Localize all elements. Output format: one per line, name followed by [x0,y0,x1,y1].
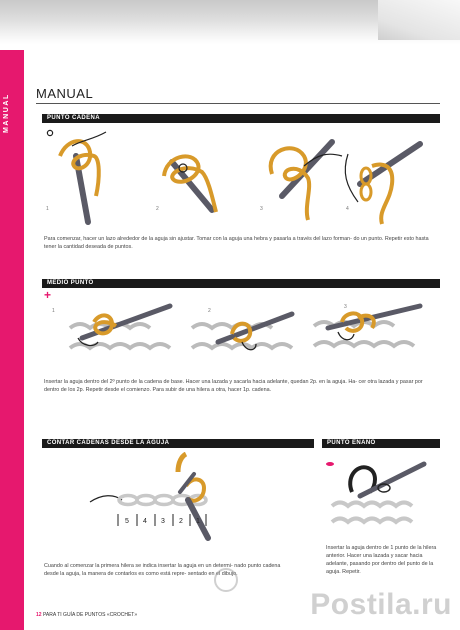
page-footer [36,612,137,618]
side-tab-label: MANUAL [3,93,10,133]
step-2-drawing [192,314,292,350]
step-number: 1 [46,206,49,212]
punto-cadena-description: Para comenzar, hacer un lazo alrededor de la aguja sin ajustar. Tomar con la aguja una hebra y pasarla a través del lazo forman- do un punto. Repetir esto hasta tener la cantidad deseada de puntos. [44,236,429,250]
step-number: 2 [156,206,159,212]
medio-punto-description: Insertar la aguja dentro del 2º punto de la cadena de base. Hacer una lazada y sacarla hacia adelante, quedan 2p. en la aguja. Ha- cer otra lazada y pasar por dentro de los 2p. Repetir desde el comienzo. Para subir de una hilera a otra, hacer 1p. cadena. [44,379,423,393]
page-title: MANUAL [36,86,94,101]
footer-text: PARA TI GUÍA DE PUNTOS «CROCHET» [42,612,138,618]
page-number: 12 [36,612,42,618]
chain-symbol-icon [47,130,52,135]
step-number: 2 [208,308,211,314]
medio-punto-illustration [42,298,440,370]
chain-count-label: 4 [143,518,147,525]
section-bar-punto-cadena [42,114,440,123]
section-heading: MEDIO PUNTO [47,280,94,286]
punto-enano-illustration [322,452,440,538]
step-2-drawing [164,156,216,212]
chain-count-label: 5 [125,518,129,525]
step-1-drawing [60,132,106,222]
step-number: 4 [346,206,349,212]
punto-enano-description: Insertar la aguja dentro de 1 punto de la hilera anterior. Hacer una lazada y sacar hacia adelante, pasando por dentro del punto de la aguja. Repetir. [326,545,437,575]
chain-count-label: 1 [196,518,200,525]
slip-stitch-symbol-icon [326,462,334,466]
watermark-logo-icon [214,568,238,592]
section-bar-contar-cadenas [42,439,314,448]
section-bar-medio-punto [42,279,440,288]
contar-cadenas-illustration [42,452,314,552]
title-rule [36,103,440,104]
section-heading: PUNTO CADENA [47,115,101,121]
section-bar-punto-enano [322,439,440,448]
step-1-drawing [70,306,170,348]
section-heading: CONTAR CADENAS DESDE LA AGUJA [47,440,170,446]
page-fold [378,0,460,40]
section-heading: PUNTO ENANO [327,440,376,446]
watermark: Postila.ru [310,588,452,621]
contar-cadenas-description: Cuando al comenzar la primera hilera se indica insertar la aguja en un determi- nado punto cadena desde la aguja, la manera de contarlos es como está repre- sentado en el dibujo. [44,563,281,577]
chain-count-label: 3 [161,518,165,525]
step-4-drawing [345,144,420,224]
chain-count-label: 2 [179,518,183,525]
step-3-drawing [314,306,420,346]
step-number: 3 [344,304,347,310]
step-3-drawing [271,142,342,220]
step-number: 3 [260,206,263,212]
stitch-symbol: + [44,288,52,302]
punto-cadena-illustration [42,126,440,226]
step-number: 1 [52,308,55,314]
